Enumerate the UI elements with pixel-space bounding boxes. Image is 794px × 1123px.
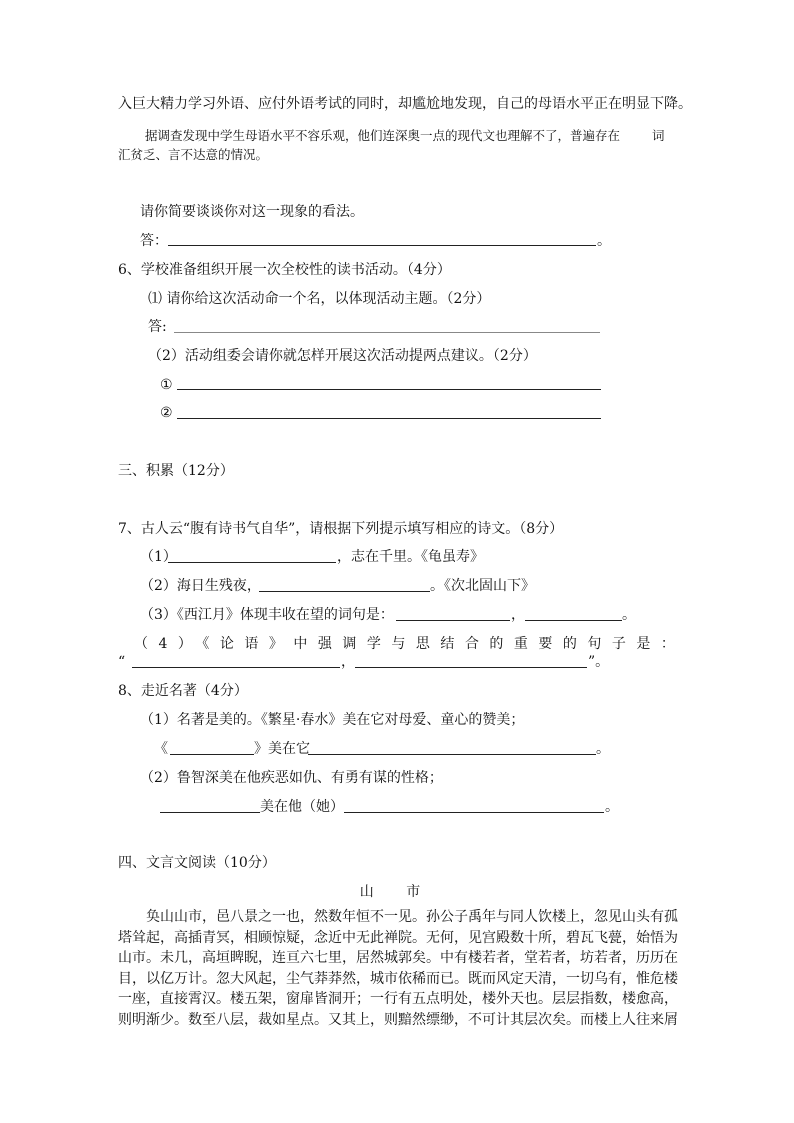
q8-book-blank[interactable]: [170, 754, 254, 755]
q8-sub1: （1）名著是美的。《繁星·春水》美在它对母爱、童心的赞美；: [140, 712, 525, 728]
q7-item3-head: （3）《西江月》体现丰收在望的词句是：: [140, 607, 394, 623]
section4-heading: 四、文言文阅读（10分）: [118, 855, 276, 871]
survey-paragraph-line2: 汇贫乏、言不达意的情况。: [118, 147, 269, 162]
q8-beauty-period: 。: [596, 741, 610, 757]
q7-item2-blank[interactable]: [259, 591, 430, 592]
q8-sub2: （2）鲁智深美在他疾恶如仇、有勇有谋的性格；: [140, 770, 443, 786]
q8-character-reason-blank[interactable]: [344, 812, 604, 813]
q5-answer-line[interactable]: [168, 245, 596, 246]
q5-answer-period: 。: [597, 233, 611, 249]
q7-item4-blank2[interactable]: [355, 667, 587, 668]
q8-book-open: 《: [154, 741, 168, 757]
q7-item2-tail: 。《次北固山下》: [430, 578, 535, 594]
passage-title: 山 市: [359, 884, 435, 900]
q7-item4-close-quote: ”。: [588, 654, 610, 670]
q6-suggestion2-mark: ②: [160, 405, 173, 421]
q7-item4-open-quote: “: [118, 654, 126, 670]
q7-item1-blank[interactable]: [168, 562, 336, 563]
q8-character-blank[interactable]: [160, 812, 260, 813]
q6-name-answer-line[interactable]: [174, 332, 600, 333]
q6-title: 6、学校准备组织开展一次全校性的读书活动。（4分）: [118, 262, 451, 278]
q8-book-close: 》美在它: [254, 741, 310, 757]
passage-body: 奂山山市，邑八景之一也，然数年恒不一见。孙公子禹年与同人饮楼上，忽见山头有孤塔耸起，高插青冥，相顾惊疑，念近中无此禅院。无何，见宫殿数十所，碧瓦飞甍，始悟为山市。未几，高垣睥睨，连亘六七里，居然城郭矣。中有楼若者，堂若者，坊若者，历历在目，以亿万计。忽大风起，尘气莽莽然，城市依稀而已。既而风定天清，一切乌有，惟危楼一座，直接霄汉。楼五架，窗扉皆洞开；一行有五点明处，楼外天也。层层指数，楼愈高，则明渐少。数至八层，裁如星点。又其上，则黯然缥缈，不可计其层次矣。而楼上人往来屑: [118, 909, 678, 1028]
q6-answer-label: 答:: [148, 319, 167, 335]
q7-item1-num: （1）: [140, 549, 177, 565]
q7-item1-tail: ，志在千里。《龟虽寿》: [337, 549, 484, 565]
section3-heading: 三、积累（12分）: [118, 463, 234, 479]
q6-sub1: ⑴ 请你给这次活动命一个名，以体现活动主题。（2分）: [148, 291, 491, 307]
q8-title: 8、走近名著（4分）: [118, 683, 248, 699]
q6-sub2: （2）活动组委会请你就怎样开展这次活动提两点建议。（2分）: [148, 348, 537, 364]
survey-paragraph-word: 词: [652, 128, 665, 143]
q7-item2-head: （2）海日生残夜，: [140, 578, 261, 594]
q7-item3-period: 。: [622, 607, 636, 623]
q7-title: 7、古人云“腹有诗书气自华”，请根据下列提示填写相应的诗文。（8分）: [118, 521, 564, 537]
survey-paragraph-line1: 据调查发现中学生母语水平不容乐观，他们连深奥一点的现代文也理解不了，普遍存在: [145, 128, 621, 143]
q7-item3-comma: ，: [511, 607, 525, 623]
q7-item3-blank2[interactable]: [525, 620, 622, 621]
q8-beauty-blank[interactable]: [308, 754, 596, 755]
q7-item4-comma: ，: [341, 654, 355, 670]
q5-prompt: 请你简要谈谈你对这一现象的看法。: [140, 204, 364, 220]
q5-answer-label: 答：: [140, 233, 168, 249]
q6-suggestion2-line[interactable]: [177, 418, 601, 419]
q7-item4-blank1[interactable]: [132, 667, 340, 668]
q8-beauty-in-label: 美在他（她）: [260, 799, 344, 815]
q6-suggestion1-mark: ①: [160, 377, 173, 393]
q8-reason-period: 。: [605, 799, 619, 815]
q7-item4-head: （4）《论语》中强调学与思结合的重要的句子是：: [134, 636, 686, 652]
q7-item3-blank1[interactable]: [396, 620, 510, 621]
q6-suggestion1-line[interactable]: [177, 389, 601, 390]
intro-paragraph-line: 入巨大精力学习外语、应付外语考试的同时，却尴尬地发现，自己的母语水平正在明显下降。: [118, 96, 692, 112]
